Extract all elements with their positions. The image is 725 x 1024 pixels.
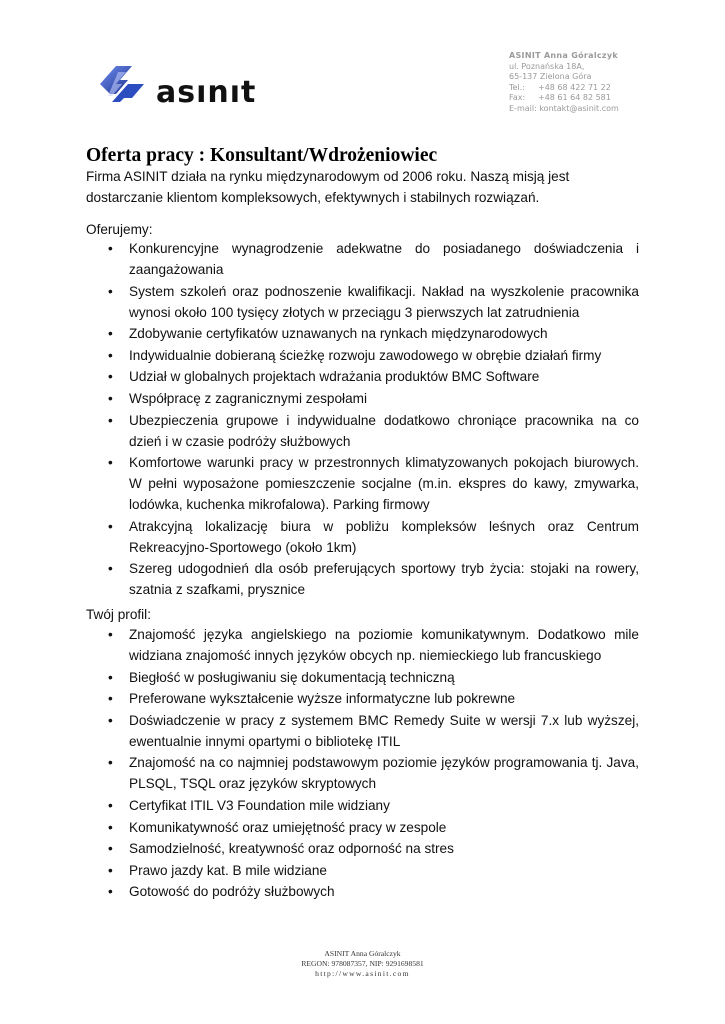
offer-heading: Oferujemy: <box>86 222 153 237</box>
footer <box>0 949 725 979</box>
list-item: • Atrakcyjną lokalizację biura w pobliżu kompleksów leśnych oraz Centrum Rekreacyjno-Sportowego (około 1km) <box>86 516 639 558</box>
list-item: • Ubezpieczenia grupowe i indywidualne dodatkowo chroniące pracownika na co dzień i w czasie podróży służbowych <box>86 410 639 452</box>
phone-row <box>509 83 619 94</box>
intro-paragraph: Firma ASINIT działa na rynku międzynarodowym od 2006 roku. Naszą misją jest dostarczanie klientom kompleksowych, efektywnych i stabilnych rozwiązań. <box>86 169 570 205</box>
phone-number: +48 68 422 71 22 <box>538 82 611 92</box>
list-item: • Znajomość języka angielskiego na poziomie komunikatywnym. Dodatkowo mile widziana znajomość innych języków obcych np. niemieckiego lub francuskiego <box>86 624 639 666</box>
profile-list <box>86 624 639 903</box>
fax-label: Fax: <box>509 93 526 103</box>
street-address: ul. Poznańska 18A, <box>509 61 585 71</box>
list-item: • Komfortowe warunki pracy w przestronnych klimatyzowanych pokojach biurowych. W pełni wyposażone pomieszczenie socjalne (m.in. ekspres do kawy, zmywarka, lodówka, kuchenka mikrofalowa). Parking firmowy <box>86 452 639 515</box>
profile-heading: Twój profil: <box>86 607 151 622</box>
list-item: • Współpracę z zagranicznymi zespołami <box>86 388 639 409</box>
list-item: • System szkoleń oraz podnoszenie kwalifikacji. Nakład na wyszkolenie pracownika wynosi około 100 tysięcy złotych w przeciągu 3 pierwszych lat zatrudnienia <box>86 281 639 323</box>
list-item: • Preferowane wykształcenie wyższe informatyczne lub pokrewne <box>86 688 639 709</box>
page-title: Oferta pracy : Konsultant/Wdrożeniowiec <box>86 145 438 166</box>
offer-list <box>86 238 639 601</box>
email-address: E-mail: kontakt@asinit.com <box>509 103 619 113</box>
list-item: • Komunikatywność oraz umiejętność pracy w zespole <box>86 817 639 838</box>
list-item: • Znajomość na co najmniej podstawowym poziomie języków programowania tj. Java, PLSQL, TSQL oraz języków skryptowych <box>86 752 639 794</box>
footer-company-name: ASINIT Anna Góralczyk <box>324 949 401 958</box>
list-item: • Zdobywanie certyfikatów uznawanych na rynkach międzynarodowych <box>86 323 639 344</box>
footer-website-link[interactable]: http://www.asinit.com <box>315 969 410 978</box>
list-item: • Doświadczenie w pracy z systemem BMC Remedy Suite w wersji 7.x lub wyższej, ewentualnie innymi opartymi o bibliotekę ITIL <box>86 710 639 752</box>
list-item: • Udział w globalnych projektach wdrażania produktów BMC Software <box>86 366 639 387</box>
list-item: • Konkurencyjne wynagrodzenie adekwatne do posiadanego doświadczenia i zaangażowania <box>86 238 639 280</box>
logo-mark-icon <box>100 66 144 102</box>
list-item: • Szereg udogodnień dla osób preferujących sportowy tryb życia: stojaki na rowery, szatnia z szafkami, prysznice <box>86 558 639 600</box>
list-item: • Samodzielność, kreatywność oraz odporność na stres <box>86 838 639 859</box>
fax-number: +48 61 64 82 581 <box>538 93 611 103</box>
company-name: ASINIT Anna Góralczyk <box>509 51 618 60</box>
fax-row <box>509 93 619 104</box>
list-item: • Prawo jazdy kat. B mile widziane <box>86 860 639 881</box>
asinit-logo <box>98 58 274 110</box>
list-item: • Biegłość w posługiwaniu się dokumentacją techniczną <box>86 667 639 688</box>
list-item: • Gotowość do podróży służbowych <box>86 881 639 902</box>
contact-block <box>509 51 619 115</box>
list-item: • Certyfikat ITIL V3 Foundation mile widziany <box>86 795 639 816</box>
city-address: 65-137 Zielona Góra <box>509 72 592 82</box>
footer-registration-ids: REGON: 978087357, NIP: 9291698581 <box>301 959 424 968</box>
list-item: • Indywidualnie dobieraną ścieżkę rozwoju zawodowego w obrębie działań firmy <box>86 345 639 366</box>
phone-label: Tel.: <box>509 82 525 92</box>
logo-wordmark: asınıt <box>156 75 257 110</box>
